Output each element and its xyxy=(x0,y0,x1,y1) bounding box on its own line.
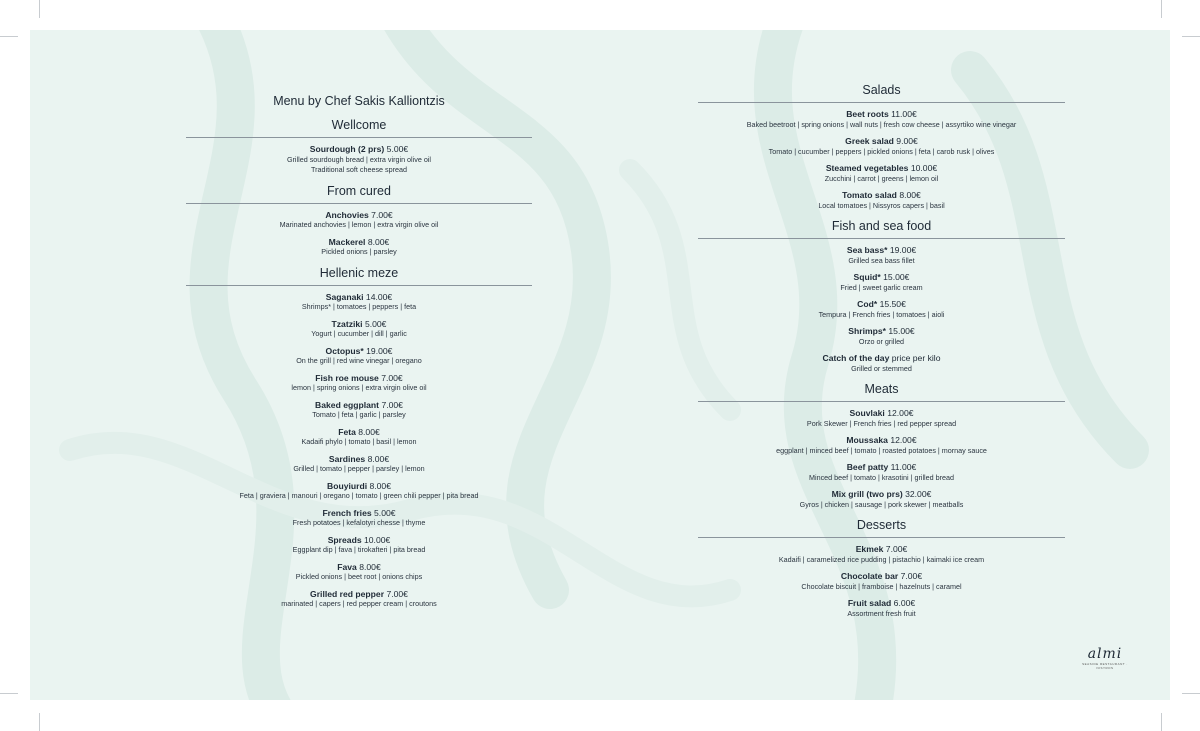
menu-item xyxy=(186,481,532,502)
section-wellcome xyxy=(186,118,532,176)
item-name: Greek salad xyxy=(845,136,894,146)
left-column xyxy=(186,94,532,618)
item-name: Grilled red pepper xyxy=(310,588,385,599)
almi-logo xyxy=(1075,646,1135,670)
item-description: Orzo or grilled xyxy=(858,336,905,346)
item-name: Fish roe mouse xyxy=(315,372,379,383)
menu-item xyxy=(698,598,1065,619)
item-name: Squid* xyxy=(853,272,881,282)
item-description: Feta | graviera | manouri | oregano | tomato | green chili pepper | pita bread xyxy=(239,491,479,500)
section-title: Hellenic meze xyxy=(186,266,532,286)
menu-item xyxy=(186,562,532,583)
item-price: 32.00€ xyxy=(905,489,932,499)
item-price: 8.00€ xyxy=(369,480,391,491)
item-description: Kadaifi phylo | tomato | basil | lemon xyxy=(301,437,417,446)
item-description: Grilled sea bass fillet xyxy=(848,255,915,265)
menu-item xyxy=(186,400,532,421)
item-description: Eggplant dip | fava | tirokafteri | pita bread xyxy=(292,545,426,554)
item-name: Sea bass* xyxy=(846,245,888,255)
item-description: Assortment fresh fruit xyxy=(847,608,916,618)
item-name: Anchovies xyxy=(325,209,369,220)
menu-item xyxy=(698,353,1065,374)
menu-item xyxy=(186,427,532,448)
item-name: Sardines xyxy=(328,453,366,464)
item-price: 8.00€ xyxy=(899,190,921,200)
item-description: Zucchini | carrot | greens | lemon oil xyxy=(824,173,939,183)
item-name: Fava xyxy=(337,561,357,572)
item-price: 7.00€ xyxy=(371,209,393,220)
menu-item xyxy=(698,408,1065,429)
section-fish-and-sea-food xyxy=(698,219,1065,374)
right-column xyxy=(698,83,1065,627)
menu-item xyxy=(698,190,1065,211)
menu-sheet xyxy=(30,30,1170,700)
item-price: 8.00€ xyxy=(358,426,380,437)
item-name: Octopus* xyxy=(325,345,364,356)
item-name: Sourdough (2 prs) xyxy=(309,144,385,154)
section-from-cured xyxy=(186,184,532,258)
item-description: Fresh potatoes | kefalotyri chesse | thyme xyxy=(292,518,426,527)
item-price: 6.00€ xyxy=(893,598,916,608)
item-price: 15.50€ xyxy=(879,299,906,309)
item-description: Marinated anchovies | lemon | extra virgin olive oil xyxy=(279,220,439,229)
item-name: Steamed vegetables xyxy=(825,163,909,173)
item-name: Beet roots xyxy=(846,109,889,119)
logo-wordmark: almi xyxy=(1087,646,1123,662)
item-name: Spreads xyxy=(327,534,362,545)
item-price: 9.00€ xyxy=(896,136,918,146)
item-name: Ekmek xyxy=(855,544,884,554)
item-price: 5.00€ xyxy=(374,507,396,518)
crop-mark xyxy=(39,0,40,18)
item-price: price per kilo xyxy=(891,353,941,363)
item-name: Baked eggplant xyxy=(315,399,380,410)
crop-mark xyxy=(1182,36,1200,37)
item-name: Catch of the day xyxy=(822,353,890,363)
item-price: 5.00€ xyxy=(386,144,409,154)
item-name: Shrimps* xyxy=(848,326,887,336)
menu-item xyxy=(186,508,532,529)
crop-mark xyxy=(1161,713,1162,731)
item-description: Minced beef | tomato | krasotini | grilled bread xyxy=(808,472,955,482)
item-description: Grilled | tomato | pepper | parsley | lemon xyxy=(293,464,425,473)
menu-item xyxy=(186,210,532,231)
item-description: Grilled or stemmed xyxy=(851,363,912,373)
menu-item xyxy=(698,326,1065,347)
item-price: 12.00€ xyxy=(887,408,914,418)
item-name: Saganaki xyxy=(325,291,364,302)
item-name: Fruit salad xyxy=(847,598,892,608)
section-title: Desserts xyxy=(698,518,1065,538)
menu-item xyxy=(698,544,1065,565)
menu-item xyxy=(186,373,532,394)
item-description: Grilled sourdough bread | extra virgin olive oil xyxy=(286,154,432,164)
logo-tagline: SEASIDE RESTAURANT · NISYROS xyxy=(1082,662,1128,670)
section-salads xyxy=(698,83,1065,211)
item-price: 14.00€ xyxy=(365,291,393,302)
section-title: Fish and sea food xyxy=(698,219,1065,239)
crop-mark xyxy=(0,36,18,37)
section-title: Meats xyxy=(698,382,1065,402)
crop-mark xyxy=(1161,0,1162,18)
item-price: 8.00€ xyxy=(367,453,390,464)
section-desserts xyxy=(698,518,1065,619)
menu-item xyxy=(186,292,532,313)
menu-item xyxy=(698,109,1065,130)
item-description: lemon | spring onions | extra virgin olive oil xyxy=(291,383,427,392)
item-name: Chocolate bar xyxy=(840,571,899,581)
menu-item xyxy=(186,144,532,176)
item-name: Bouyiurdi xyxy=(326,480,368,491)
item-description: Pickled onions | parsley xyxy=(321,247,397,256)
item-description: Pickled onions | beet root | onions chips xyxy=(295,572,423,581)
item-price: 7.00€ xyxy=(381,399,403,410)
item-price: 15.00€ xyxy=(888,326,915,336)
item-price: 15.00€ xyxy=(883,272,910,282)
item-description: eggplant | minced beef | tomato | roasted potatoes | mornay sauce xyxy=(776,445,987,455)
item-description: Yogurt | cucumber | dill | garlic xyxy=(311,329,407,338)
section-title: Wellcome xyxy=(186,118,532,138)
item-name: Cod* xyxy=(857,299,878,309)
item-name: Moussaka xyxy=(846,435,888,445)
item-price: 7.00€ xyxy=(900,571,923,581)
item-name: French fries xyxy=(322,507,372,518)
menu-item xyxy=(186,319,532,340)
menu-item xyxy=(186,589,532,610)
menu-item xyxy=(698,299,1065,320)
menu-item xyxy=(698,462,1065,483)
menu-item xyxy=(186,535,532,556)
item-price: 19.00€ xyxy=(889,245,917,255)
menu-item xyxy=(698,163,1065,184)
section-title: Salads xyxy=(698,83,1065,103)
item-description: Gyros | chicken | sausage | pork skewer | meatballs xyxy=(799,499,964,509)
menu-item xyxy=(698,245,1065,266)
menu-item xyxy=(698,136,1065,157)
section-title: From cured xyxy=(186,184,532,204)
item-description: Tempura | French fries | tomatoes | aioli xyxy=(818,309,945,319)
item-description: marinated | capers | red pepper cream | croutons xyxy=(281,599,437,608)
item-name: Souvlaki xyxy=(849,408,885,418)
crop-mark xyxy=(39,713,40,731)
section-meats xyxy=(698,382,1065,510)
item-name: Mix grill (two prs) xyxy=(831,489,903,499)
item-description: Baked beetroot | spring onions | wall nuts | fresh cow cheese | assyrtiko wine vinegar xyxy=(746,119,1017,129)
item-price: 8.00€ xyxy=(367,236,390,247)
menu-item xyxy=(698,435,1065,456)
menu-item xyxy=(698,272,1065,293)
item-description: Traditional soft cheese spread xyxy=(310,165,408,174)
item-price: 12.00€ xyxy=(890,435,917,445)
item-price: 11.00€ xyxy=(891,109,917,119)
item-description: Chocolate biscuit | framboise | hazelnuts | caramel xyxy=(801,581,962,591)
item-name: Tomato salad xyxy=(842,190,897,200)
item-name: Mackerel xyxy=(328,236,366,247)
menu-title: Menu by Chef Sakis Kalliontzis xyxy=(273,94,445,108)
item-name: Tzatziki xyxy=(331,318,363,329)
item-description: Kadaifi | caramelized rice pudding | pistachio | kaimaki ice cream xyxy=(778,554,985,564)
item-name: Feta xyxy=(338,426,356,437)
section-hellenic-meze xyxy=(186,266,532,610)
item-price: 19.00€ xyxy=(366,345,393,356)
crop-mark xyxy=(1182,693,1200,694)
item-price: 8.00€ xyxy=(359,561,381,572)
item-price: 7.00€ xyxy=(885,544,908,554)
menu-item xyxy=(186,237,532,258)
item-description: Local tomatoes | Nissyros capers | basil xyxy=(818,200,945,210)
item-description: Tomato | cucumber | peppers | pickled onions | feta | carob rusk | olives xyxy=(768,146,995,156)
menu-item xyxy=(186,346,532,367)
item-description: On the grill | red wine vinegar | oregano xyxy=(296,356,422,365)
item-price: 10.00€ xyxy=(364,534,391,545)
item-price: 7.00€ xyxy=(386,588,408,599)
item-description: Pork Skewer | French fries | red pepper spread xyxy=(806,418,957,428)
item-name: Beef patty xyxy=(846,462,889,472)
item-description: Shrimps* | tomatoes | peppers | feta xyxy=(301,302,417,311)
item-description: Fried | sweet garlic cream xyxy=(840,282,923,292)
item-price: 7.00€ xyxy=(381,372,403,383)
item-price: 10.00€ xyxy=(910,163,938,173)
menu-item xyxy=(698,571,1065,592)
menu-item xyxy=(698,489,1065,510)
item-description: Tomato | feta | garlic | parsley xyxy=(312,410,406,419)
menu-item xyxy=(186,454,532,475)
item-price: 5.00€ xyxy=(364,318,387,329)
crop-mark xyxy=(0,693,18,694)
item-price: 11.00€ xyxy=(890,462,917,472)
